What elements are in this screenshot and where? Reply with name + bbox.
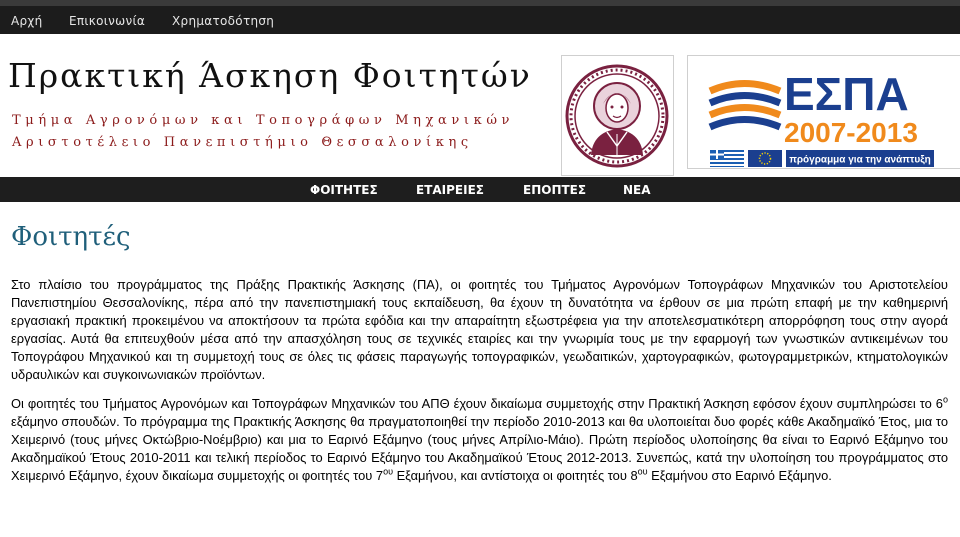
eligibility-text-b: εξάμηνο σπουδών. Το πρόγραμμα της Πρακτικής Άσκησης θα πραγματοποιηθεί την περίοδο 2010-2013 και θα υλοποιείται δυο φορές κάθε Ακαδημαϊκό Έτος, μια το Χειμερινό (τους μήνες Οκτώβριο-Νοέμβριο) και μια το Εαρινό Εξάμηνο (τους μήνες Απρίλιο-Μάιο). Πρώτη περίοδος υλοποίησης θα είναι το Εαρινό Εξάμηνο του Ακαδημαϊκού Έτους 2010-2011 και τελική περίοδος το Εαρινό Εξάμηνο του Ακαδημαϊκού Έτους 2012-2013. Συνεπώς, κατά την υλοποίηση του προγράμματος στο Χειμερινό Εξάμηνο, έχουν δικαίωμα συμμετοχής οι φοιτητές του 7	[11, 414, 948, 483]
topnav-link-home[interactable]: Αρχή	[11, 14, 43, 28]
university-seal-logo	[561, 55, 674, 176]
site-header	[0, 34, 960, 177]
site-title[interactable]: Πρακτική Άσκηση Φοιτητών	[8, 56, 532, 95]
greek-flag-icon	[710, 150, 744, 167]
espa-logo	[687, 55, 960, 169]
nav-companies[interactable]: ΕΤΑΙΡΕΙΕΣ	[416, 183, 484, 197]
top-navigation	[0, 6, 960, 34]
nav-supervisors[interactable]: ΕΠΟΠΤΕΣ	[523, 183, 587, 197]
nav-news[interactable]: ΝΕΑ	[623, 183, 651, 197]
ordinal-superscript: ο	[942, 394, 948, 405]
eu-flag-icon	[748, 150, 782, 167]
intro-paragraph: Στο πλαίσιο του προγράμματος της Πράξης Πρακτικής Άσκησης (ΠΑ), οι φοιτητές του Τμήματος Αγρονόμων Τοπογράφων Μηχανικών του Αριστοτελείου Πανεπιστημίου Θεσσαλονίκης, πέρα από την πανεπιστημιακή τους εκπαίδευση, θα έχουν τη δυνατότητα να έρθουν σε μια πρώτη επαφή με την καθημερινή εργασιακή πρακτική προκειμένου να αποκτήσουν τα πρώτα εφόδια και την απαραίτητη εξωστρέφεια για την αποτελεσματικότερη απορρόφηση τους στην αγορά εργασίας. Αυτά θα επιτευχθούν μέσα από την απασχόληση τους σε τεχνικές εταιρίες και την γνωριμία τους με την εφαρμογή των γνωστικών αντικειμένων του Τοπογράφου Μηχανικού και τη συμμετοχή τους σε όλες τις φάσεις παραγωγής τοπογραφικών, γεωδαιτικών, χαρτογραφικών, φωτογραμμετρικών, κτηματολογικών υδραυλικών και συγκοινωνιακών προϊόντων.	[11, 277, 948, 382]
main-navigation	[0, 177, 960, 202]
ordinal-superscript: ου	[637, 466, 648, 477]
page-title: Φοιτητές	[11, 222, 131, 252]
eligibility-text-d: Εξαμήνου στο Εαρινό Εξάμηνο.	[647, 468, 832, 483]
department-subtitle: Τμήμα Αγρονόμων και Τοπογράφων Μηχανικών	[12, 113, 515, 128]
ordinal-superscript: ου	[383, 466, 393, 477]
espa-logo-text: ΕΣΠΑ	[784, 68, 909, 120]
espa-years: 2007-2013	[784, 117, 918, 148]
main-content	[11, 276, 948, 496]
topnav-link-contact[interactable]: Επικοινωνία	[69, 14, 146, 28]
seal-icon	[562, 56, 673, 175]
eligibility-paragraph	[11, 395, 948, 485]
espa-tagline: πρόγραμμα για την ανάπτυξη	[789, 154, 931, 166]
university-subtitle: Αριστοτέλειο Πανεπιστήμιο Θεσσαλονίκης	[12, 135, 473, 150]
topnav-link-funding[interactable]: Χρηματοδότηση	[172, 14, 275, 28]
eligibility-text-a: Οι φοιτητές του Τμήματος Αγρονόμων και Τοπογράφων Μηχανικών του ΑΠΘ έχουν δικαίωμα συμμετοχής στην Πρακτική Άσκηση εφόσον έχουν συμπληρώσει το 6	[11, 396, 943, 411]
eligibility-text-c: Εξαμήνου, και αντίστοιχα οι φοιτητές του 8	[393, 468, 638, 483]
espa-banner	[688, 56, 960, 168]
nav-students[interactable]: ΦΟΙΤΗΤΕΣ	[310, 183, 378, 197]
